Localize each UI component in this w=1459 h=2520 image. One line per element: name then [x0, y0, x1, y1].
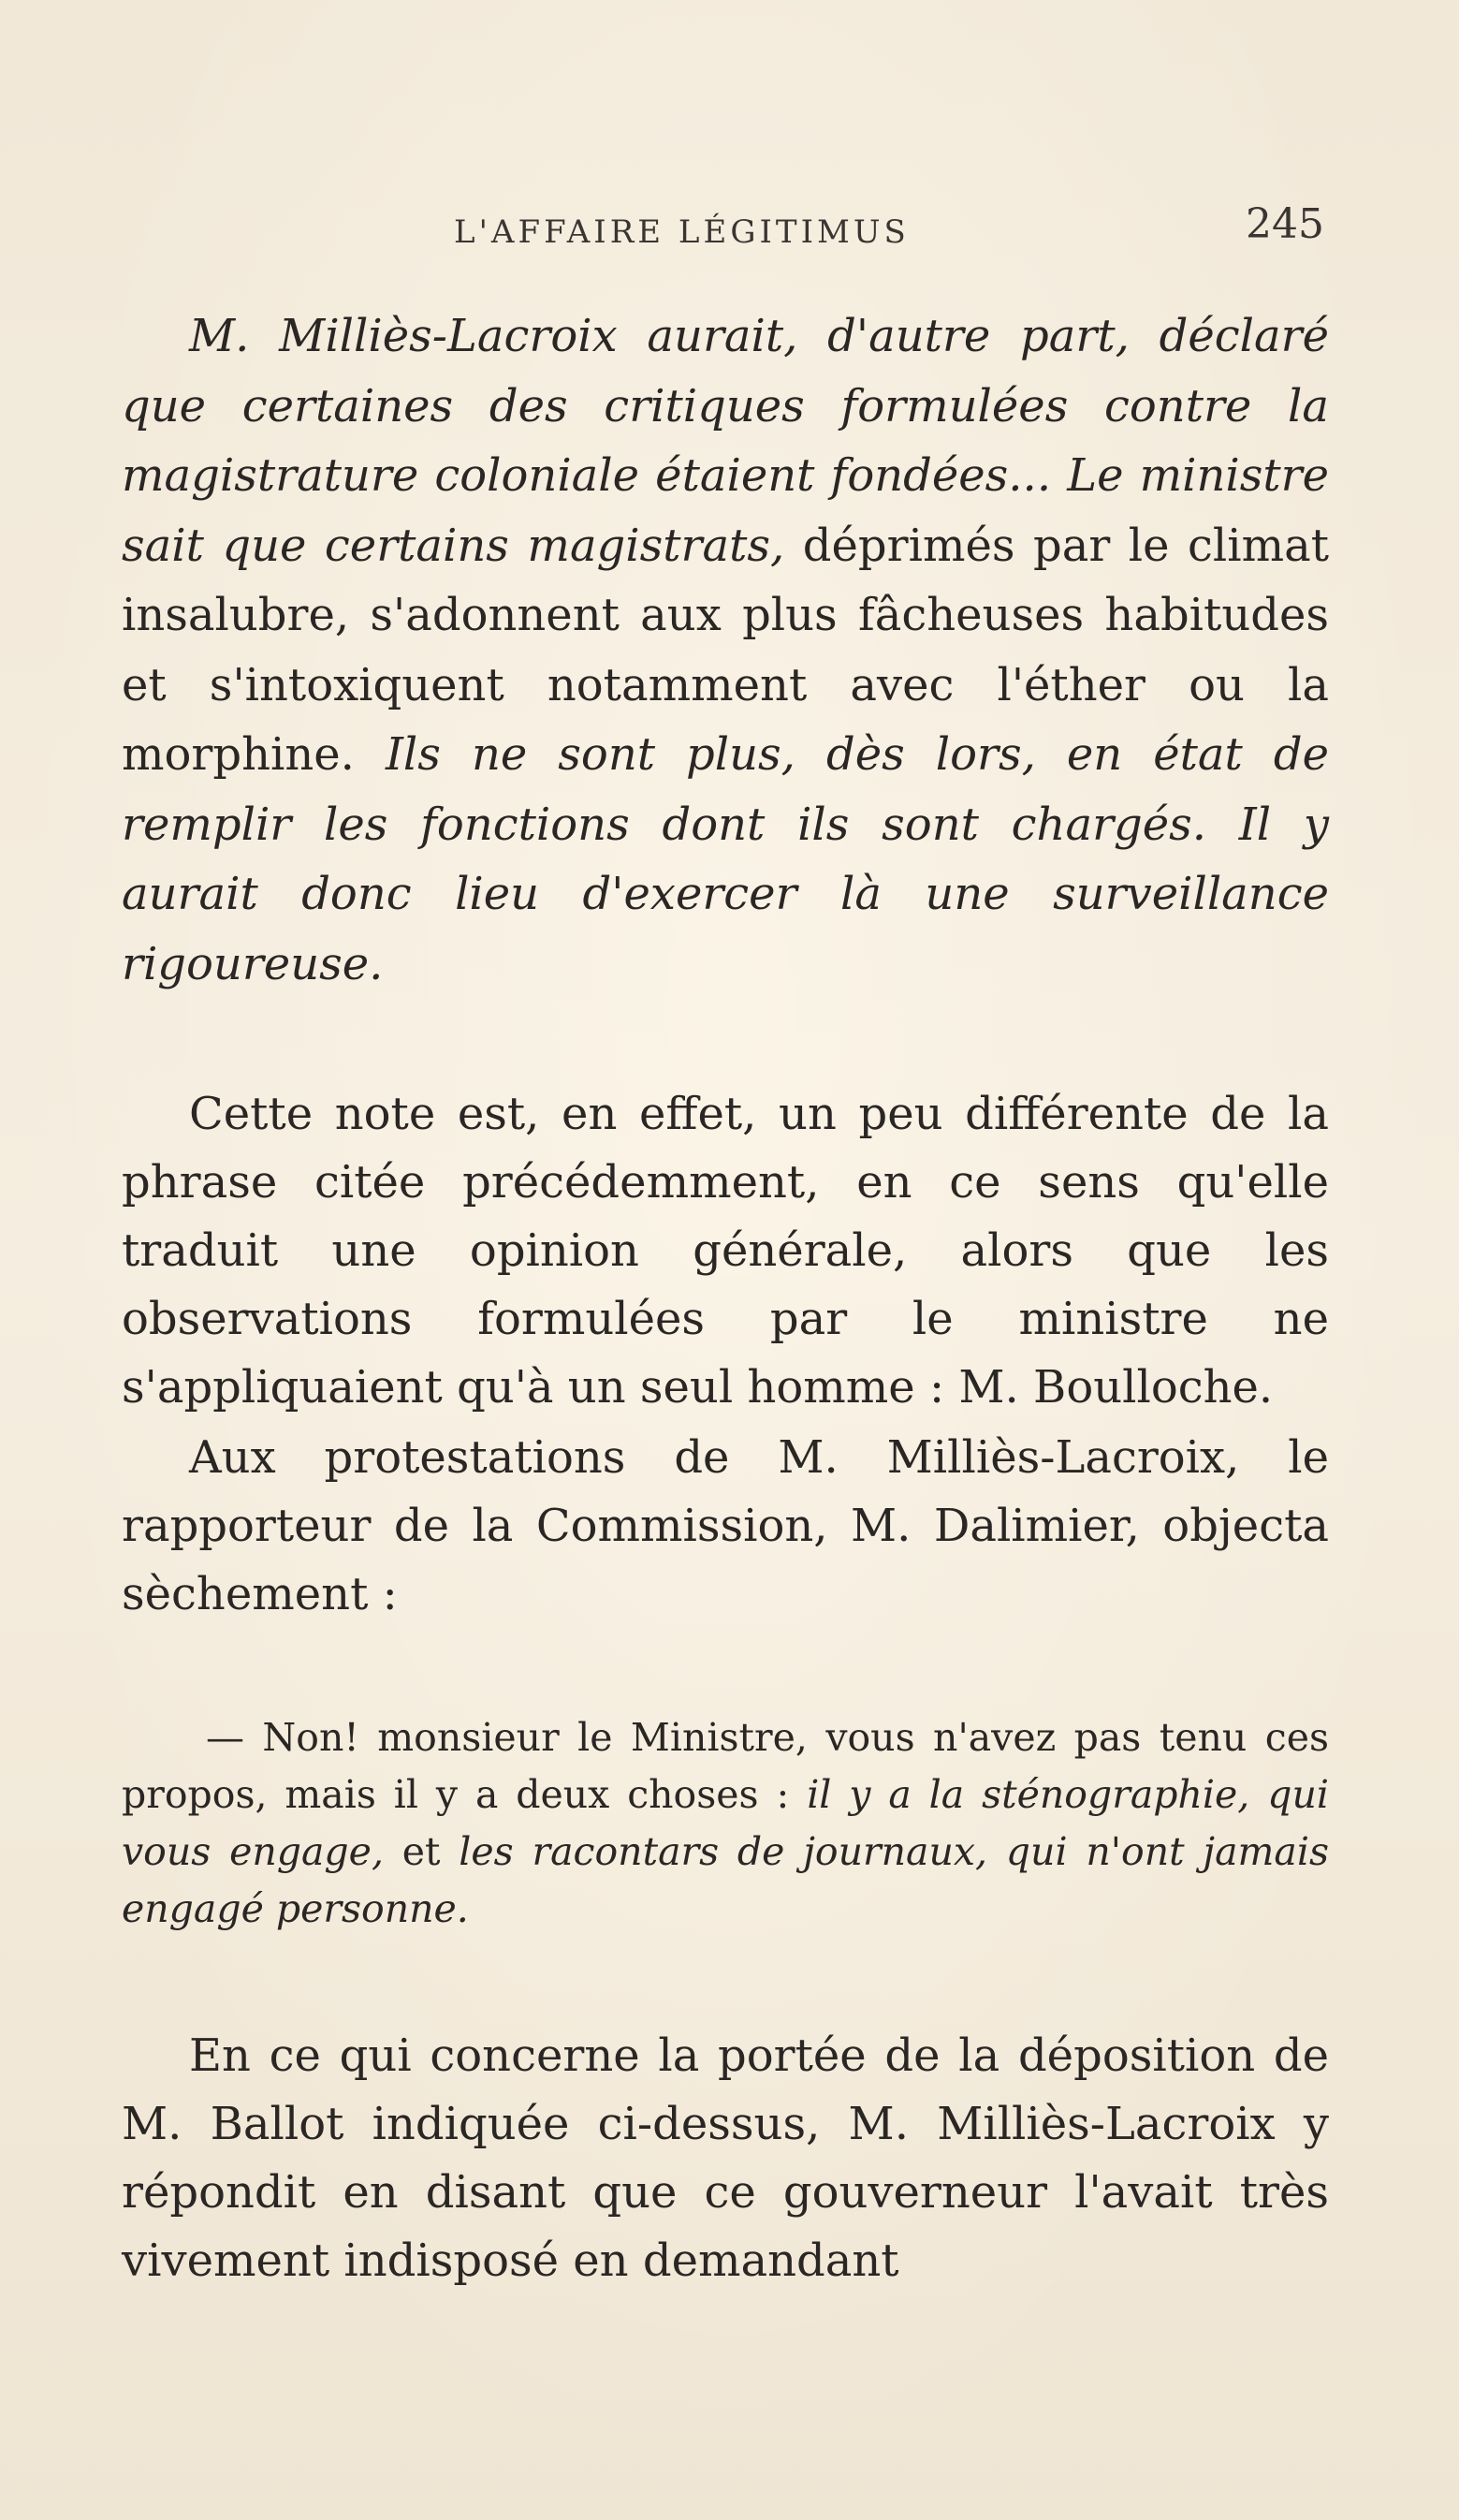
paragraph-protestations: Aux protestations de M. Milliès-Lacroix, le rapporteur de la Commission, M. Dalimier, objecta sèchement : [122, 1431, 1329, 1620]
quote-roman-part: déprimés par le climat insalubre, s'adonnent aux plus fâcheuses habitudes et s'intoxiquent notamment avec l'éther ou la morphine. [122, 519, 1330, 781]
quote-italic-part-2: Ils ne sont plus, dès lors, en état de remplir les fonctions dont ils sont chargés. Il y aurait donc lieu d'exercer là une surveillance rigoureuse. [122, 728, 1330, 990]
reply-italic-part-1: il y a la sténographie, qui vous engage, [122, 1772, 1329, 1874]
running-title: L'AFFAIRE LÉGITIMUS [454, 213, 910, 251]
paragraph-quoted-note [122, 301, 1329, 999]
paragraph-note-comparison: Cette note est, en effet, un peu différente de la phrase citée précédemment, en ce sens qu'elle traduit une opinion générale, alors que les observations formulées par le ministre ne s'appliquaient qu'à un seul homme : M. Boulloche. [122, 1088, 1329, 1414]
reply-roman-part-1: — Non! monsieur le Ministre, vous n'avez pas tenu ces propos, mais il y a deux choses : [122, 1715, 1329, 1817]
reply-roman-part-2: et [383, 1829, 460, 1874]
page-number: 245 [1246, 200, 1324, 248]
paragraph-ballot-deposition: En ce qui concerne la portée de la déposition de M. Ballot indiquée ci-dessus, M. Milliès-Lacroix y répondit en disant que ce gouverneur l'avait très vivement indisposé en demandant [122, 2029, 1329, 2287]
quote-italic-part-1: M. Milliès-Lacroix aurait, d'autre part, déclaré que certaines des critiques formulées contre la magistrature coloniale étaient fondées... Le ministre sait que certains magistrats, [122, 310, 1329, 572]
paragraph-dalimier-reply [122, 1709, 1329, 1938]
reply-italic-part-2: les racontars de journaux, qui n'ont jamais engagé personne. [122, 1829, 1330, 1931]
page-header [122, 200, 1324, 256]
